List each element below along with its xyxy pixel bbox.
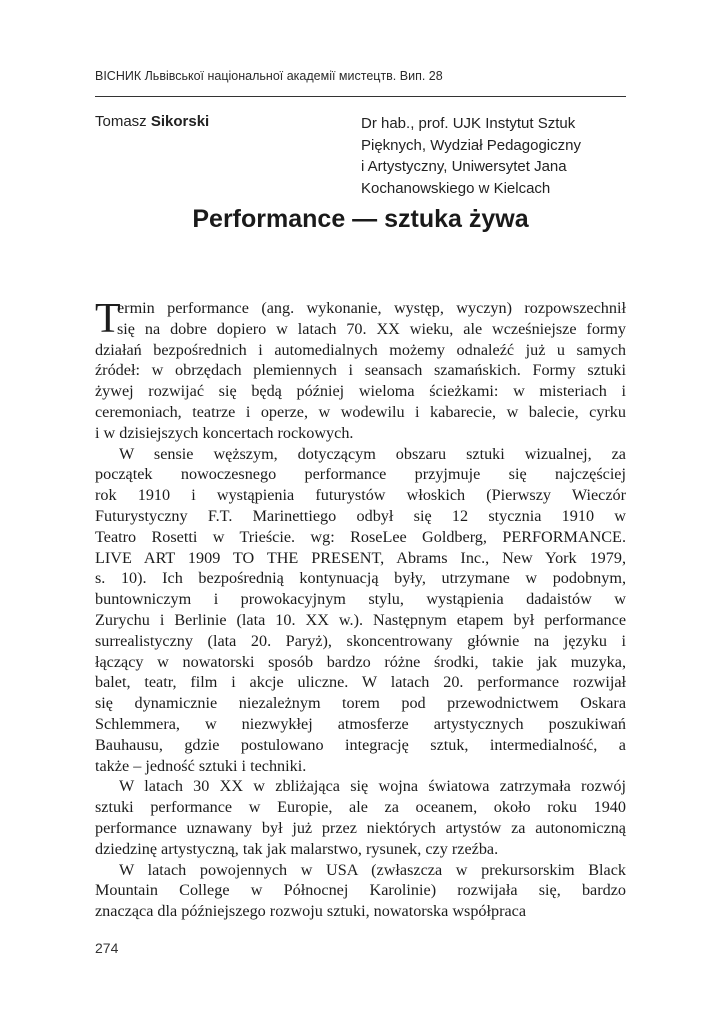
text-line: balet, teatr, film i akcje uliczne. W latach 20. performance rozwijał bbox=[95, 673, 626, 692]
text-line: performance uznawany był już przez niektórych artystów za autonomiczną bbox=[95, 818, 626, 837]
text-line: LIVE ART 1909 TO THE PRESENT, Abrams Inc., New York 1979, bbox=[95, 548, 626, 567]
paragraph bbox=[95, 298, 626, 444]
text-line: Zurychu i Berlinie (lata 10. XX w.). Następnym etapem był performance bbox=[95, 610, 626, 629]
text-line: Schlemmera, w niezwykłej atmosferze artystycznych poszukiwań bbox=[95, 714, 626, 733]
dropcap: T bbox=[95, 296, 121, 342]
page-number: 274 bbox=[95, 940, 119, 956]
affiliation-line: i Artystyczny, Uniwersytet Jana bbox=[361, 158, 567, 175]
author-name bbox=[95, 113, 209, 130]
text-line: żywej rozwijać się będą później wieloma ścieżkami: w misteriach i bbox=[95, 382, 626, 401]
text-line: rok 1910 i wystąpienia futurystów włoskich (Pierwszy Wieczór bbox=[95, 486, 626, 505]
affiliation-line: Kochanowskiego w Kielcach bbox=[361, 179, 551, 197]
text-line: także – jedność sztuki i techniki. bbox=[95, 756, 307, 775]
article-body bbox=[95, 298, 626, 922]
text-line: i w dzisiejszych koncertach rockowych. bbox=[95, 423, 354, 442]
author-affiliation bbox=[361, 113, 631, 199]
text-line: W sensie węższym, dotyczącym obszaru sztuki wizualnej, za bbox=[119, 444, 626, 463]
text-line: W latach powojennych w USA (zwłaszcza w prekursorskim Black bbox=[119, 860, 626, 879]
text-line: surrealistyczny (lata 20. Paryż), skoncentrowany głównie na języku i bbox=[95, 631, 626, 650]
text-line: Teatro Rosetti w Trieście. wg: RoseLee Goldberg, PERFORMANCE. bbox=[95, 527, 626, 546]
article-title: Performance — sztuka żywa bbox=[192, 205, 529, 233]
text-line: dziedzinę artystyczną, tak jak malarstwo, rysunek, czy rzeźba. bbox=[95, 839, 499, 858]
author-first-name: Tomasz bbox=[95, 113, 147, 130]
author-surname: Sikorski bbox=[150, 113, 210, 130]
text-line: Mountain College w Północnej Karolinie) rozwijała się, bardzo bbox=[95, 881, 626, 900]
text-line: łączący w nowatorski sposób bardzo różne środki, takie jak muzyka, bbox=[95, 652, 626, 671]
paragraph bbox=[95, 776, 626, 859]
paragraph bbox=[95, 444, 626, 777]
text-line: Bauhausu, gdzie postulowano integrację sztuk, intermedialność, a bbox=[95, 735, 626, 754]
affiliation-line: Pięknych, Wydział Pedagogiczny bbox=[361, 136, 581, 154]
text-line: początek nowoczesnego performance przyjmuje się najczęściej bbox=[95, 465, 626, 484]
affiliation-line: Dr hab., prof. UJK Instytut Sztuk bbox=[361, 115, 576, 132]
text-line: ermin performance (ang. wykonanie, występ, wyczyn) rozpowszechnił bbox=[117, 299, 626, 317]
running-header: ВІСНИК Львівської національної академії мистецтв. Вип. 28 bbox=[95, 69, 443, 83]
text-line: źródeł: w obrzędach plemiennych i seansach szamańskich. Formy sztuki bbox=[95, 361, 626, 380]
text-line: s. 10). Ich bezpośrednią kontynuacją były, utrzymane w podobnym, bbox=[95, 569, 626, 588]
header-rule bbox=[95, 96, 626, 97]
text-line: się dynamicznie niezależnym torem pod przewodnictwem Oskara bbox=[95, 694, 626, 713]
text-line: buntowniczym i prowokacyjnym stylu, wystąpienia dadaistów w bbox=[95, 590, 626, 609]
text-line: sztuki performance w Europie, ale za oceanem, około roku 1940 bbox=[95, 798, 626, 817]
text-line: Futurystyczny F.T. Marinettiego odbył się 12 stycznia 1910 w bbox=[95, 506, 626, 525]
text-line: W latach 30 XX w zbliżająca się wojna światowa zatrzymała rozwój bbox=[119, 777, 626, 796]
text-line: działań bezpośrednich i automedialnych możemy odnaleźć już u samych bbox=[95, 340, 626, 359]
paragraph bbox=[95, 860, 626, 922]
text-line: znacząca dla późniejszego rozwoju sztuki, nowatorska współpraca bbox=[95, 902, 527, 921]
text-line: ceremoniach, teatrze i operze, w wodewilu i kabarecie, w balecie, cyrku bbox=[95, 402, 626, 421]
text-line: się na dobre dopiero w latach 70. XX wieku, ale wcześniejsze formy bbox=[117, 319, 626, 338]
